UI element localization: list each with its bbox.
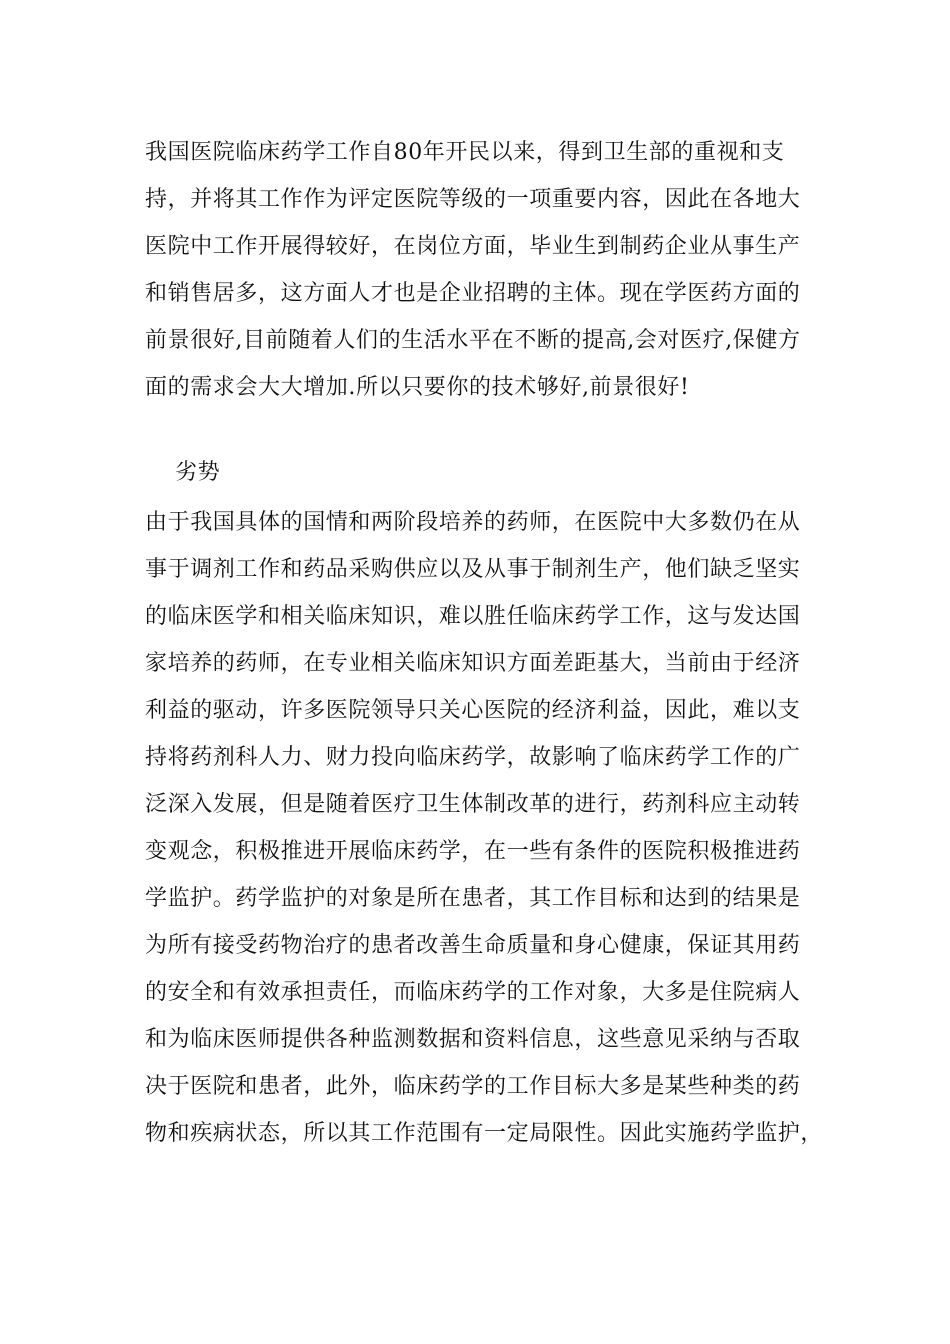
text-line: 和销售居多，这方面人才也是企业招聘的主体。现在学医药方面的 [145, 281, 801, 306]
text-line: 医院中工作开展得较好，在岗位方面，毕业生到制药企业从事生产 [145, 234, 801, 259]
text-line: 我国医院临床药学工作自80年开民以来，得到卫生部的重视和支 [145, 140, 785, 165]
text-line: 的安全和有效承担责任，而临床药学的工作对象，大多是住院病人 [145, 980, 801, 1005]
text-line: 和为临床医师提供各种监测数据和资料信息，这些意见采纳与否取 [145, 1027, 801, 1052]
text-line: 前景很好,目前随着人们的生活水平在不断的提高,会对医疗,保健方 [145, 328, 801, 353]
text-line: 变观念，积极推进开展临床药学，在一些有条件的医院积极推进药 [145, 839, 801, 864]
text-line: 利益的驱动，许多医院领导只关心医院的经济利益，因此，难以支 [145, 698, 801, 723]
text-line: 决于医院和患者，此外，临床药学的工作目标大多是某些种类的药 [145, 1074, 801, 1099]
text-line: 面的需求会大大增加.所以只要你的技术够好,前景很好! [145, 375, 690, 400]
text-line: 为所有接受药物治疗的患者改善生命质量和身心健康，保证其用药 [145, 933, 801, 958]
section-heading: 劣势 [175, 460, 221, 485]
text-line: 学监护。药学监护的对象是所在患者，其工作目标和达到的结果是 [145, 886, 801, 911]
text-line: 持，并将其工作作为评定医院等级的一项重要内容，因此在各地大 [145, 187, 801, 212]
text-line: 持将药剂科人力、财力投向临床药学，故影响了临床药学工作的广 [145, 745, 801, 770]
text-line: 由于我国具体的国情和两阶段培养的药师，在医院中大多数仍在从 [145, 510, 801, 535]
text-line: 家培养的药师，在专业相关临床知识方面差距基大，当前由于经济 [145, 651, 801, 676]
text-line: 的临床医学和相关临床知识，难以胜任临床药学工作，这与发达国 [145, 604, 801, 629]
text-line: 物和疾病状态，所以其工作范围有一定局限性。因此实施药学监护， [145, 1121, 824, 1146]
text-line: 事于调剂工作和药品采购供应以及从事于制剂生产，他们缺乏坚实 [145, 557, 801, 582]
text-line: 泛深入发展，但是随着医疗卫生体制改革的进行，药剂科应主动转 [145, 792, 801, 817]
